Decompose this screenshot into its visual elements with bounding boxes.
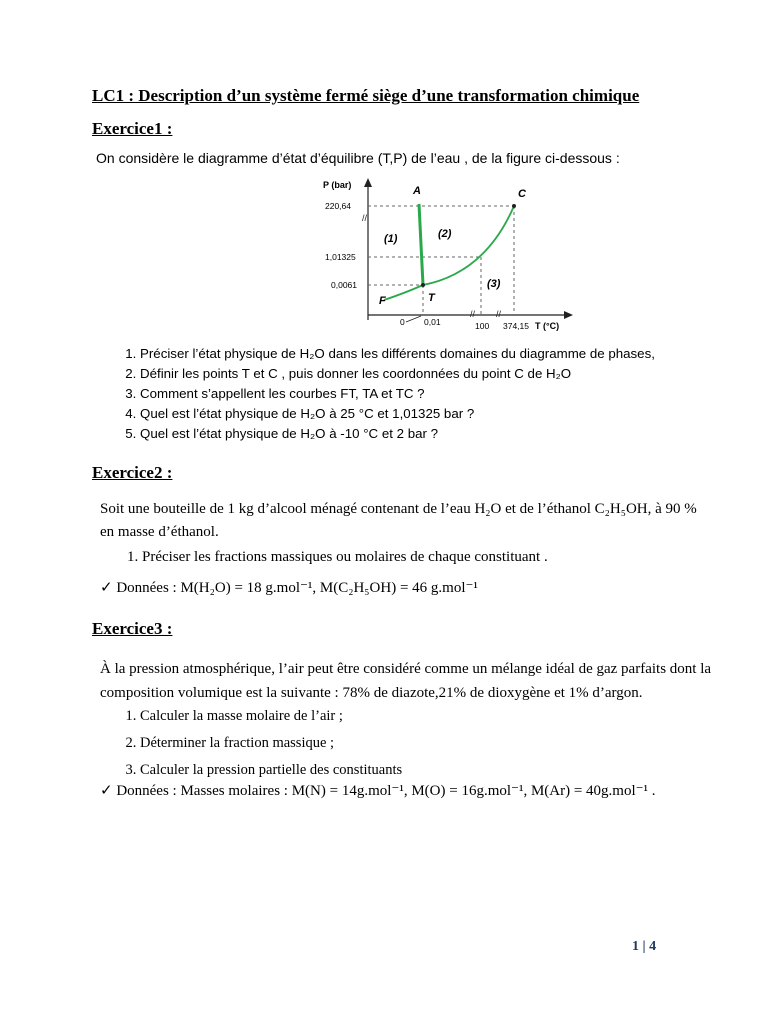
t-tick-0: 0 [400,317,405,327]
region-1: (1) [384,233,398,245]
exercice3-text: À la pression atmosphérique, l’air peut être considéré comme un mélange idéal de gaz parfaits dont la composition volumique est la suivante : 78% de diazote,21% de dioxygène et 1% d’argon. [100,661,712,701]
region-2: (2) [438,228,452,240]
p-tick-1013: 1,01325 [325,252,356,262]
p-tick-220: 220,64 [325,201,351,211]
t-axis-break-2: // [496,309,502,319]
document-title: LC1 : Description d’un système fermé siège d’une transformation chimique [92,86,640,105]
point-t [421,283,425,287]
point-c [512,204,516,208]
list-item: 4. Quel est l’état physique de H₂O à 25 °C et 1,01325 bar ? [140,404,655,424]
t-axis-label: T (°C) [535,321,560,331]
exercice1-intro: On considère le diagramme d’état d’équilibre (T,P) de l’eau , de la figure ci-dessous : [96,150,620,166]
exercice2-text: Soit une bouteille de 1 kg d’alcool ménagé contenant de l’eau H₂O et de l’éthanol C₂H₅OH, à 90 % en masse d’éthanol. [100,501,697,540]
p-axis-label: P (bar) [323,180,352,190]
exercice1-heading: Exercice1 : [92,119,173,138]
curve-ta [419,204,423,285]
t-axis-arrow [564,311,573,319]
t-axis-break: // [470,309,476,319]
exercice2-heading: Exercice2 : [92,463,173,482]
curve-tc [423,206,514,285]
label-f: F [379,295,386,307]
t-tick-arrow [406,316,421,322]
p-axis-arrow [364,178,372,187]
exercice3-heading: Exercice3 : [92,619,173,638]
exercice2-questions [102,546,548,568]
region-3: (3) [487,278,501,290]
t-tick-374: 374,15 [503,321,529,331]
list-item: 1. Préciser les fractions massiques ou molaires de chaque constituant . [142,546,548,568]
list-item: 5. Quel est l’état physique de H₂O à -10 °C et 2 bar ? [140,424,655,444]
label-t: T [428,292,435,304]
exercice3-questions [100,703,402,784]
page-number: 1 | 4 [632,939,657,954]
list-item: 3. Comment s’appellent les courbes FT, TA et TC ? [140,384,655,404]
list-item: 2. Définir les points T et C , puis donner les coordonnées du point C de H₂O [140,364,655,384]
phase-diagram [320,175,580,335]
curve-ft [384,285,423,300]
label-a: A [413,185,421,197]
exercice1-questions [100,344,655,444]
list-item: 1. Calculer la masse molaire de l’air ; [140,703,402,730]
p-axis-break: // [362,213,368,223]
p-tick-0006: 0,0061 [331,280,357,290]
list-item: 3. Calculer la pression partielle des constituants [140,757,402,784]
list-item: 1. Préciser l’état physique de H₂O dans les différents domaines du diagramme de phases, [140,344,655,364]
label-c: C [518,188,526,200]
t-tick-001: 0,01 [424,317,441,327]
exercice2-donnees: ✓ Données : M(H₂O) = 18 g.mol⁻¹, M(C₂H₅OH) = 46 g.mol⁻¹ [100,580,478,596]
t-tick-100: 100 [475,321,490,331]
list-item: 2. Déterminer la fraction massique ; [140,730,402,757]
exercice3-donnees: ✓ Données : Masses molaires : M(N) = 14g.mol⁻¹, M(O) = 16g.mol⁻¹, M(Ar) = 40g.mol⁻¹ . [100,783,656,799]
